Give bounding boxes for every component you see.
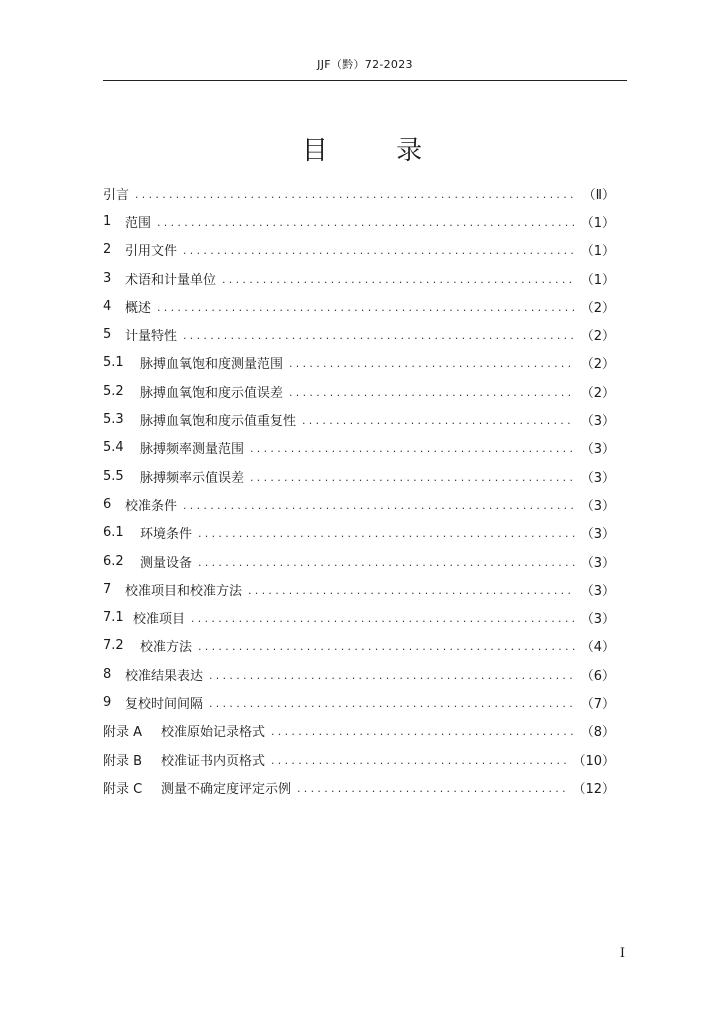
toc-entry-page: （2） [580,329,615,345]
toc-entry-number: 4 [103,298,112,314]
toc-entry-number: 7.1 [103,610,124,626]
toc-entry-title: 脉搏血氧饱和度测量范围 [140,357,284,373]
toc-entry-page: （1） [580,272,615,288]
toc-leader-dots [250,443,575,454]
toc-leader-dots [157,217,575,228]
toc-entry-number: 3 [103,270,112,286]
toc-entry[interactable] [103,547,615,575]
toc-entry-number: 5.3 [103,412,124,428]
toc-entry-number: 7 [103,581,112,597]
toc-entry-title: 环境条件 [140,527,193,543]
toc-entry-number: 7.2 [103,638,124,654]
toc-entry-title: 测量设备 [140,555,193,571]
toc-entry[interactable] [103,349,615,377]
toc-entry-page: （2） [580,300,615,316]
toc-leader-dots [198,528,575,539]
toc-entry-page: （2） [580,357,615,373]
toc-entry-number: 5.4 [103,440,124,456]
toc-entry-title: 校准条件 [125,498,178,514]
toc-entry-title: 术语和计量单位 [125,272,217,288]
toc-entry-title: 校准项目 [133,612,186,628]
toc-entry-title: 脉搏血氧饱和度示值重复性 [140,414,297,430]
toc-entry-title: 脉搏频率示值误差 [140,470,245,486]
toc-entry[interactable] [103,773,615,801]
toc-entry-page: （1） [580,215,615,231]
toc-entry-number: 附录 C [103,781,143,797]
toc-leader-dots [157,302,575,313]
toc-entry-page: （6） [580,668,615,684]
toc-entry-page: （10） [572,753,615,769]
toc-leader-dots [183,245,575,256]
toc-entry-title: 计量特性 [125,329,178,345]
toc-entry-page: （4） [580,640,615,656]
toc-entry-number: 9 [103,694,112,710]
toc-leader-dots [183,500,575,511]
toc-entry-number: 5.1 [103,355,124,371]
toc-entry[interactable] [103,320,615,348]
toc-entry[interactable] [103,745,615,773]
toc-entry-number: 附录 B [103,753,143,769]
toc-entry-title: 范围 [125,215,152,231]
toc-entry-title: 校准项目和校准方法 [125,583,243,599]
toc-entry-page: （2） [580,385,615,401]
toc-entry-page: （8） [580,725,615,741]
toc-entry-page: （3） [580,414,615,430]
toc-entry-number: 5.5 [103,468,124,484]
toc-entry[interactable] [103,660,615,688]
toc-entry[interactable] [103,405,615,433]
toc-leader-dots [271,726,575,737]
toc-leader-dots [191,613,575,624]
header-divider [103,80,627,81]
toc-entry-number: 6.2 [103,553,124,569]
toc-title: 目 录 [301,136,453,166]
toc-leader-dots [183,330,575,341]
toc-entry-page: （1） [580,244,615,260]
toc-entry[interactable] [103,179,615,207]
toc-entry-title: 复校时间间隔 [125,696,204,712]
toc-entry-title: 校准证书内页格式 [161,753,266,769]
toc-entry-number: 附录 A [103,725,143,741]
toc-entry-page: （3） [580,527,615,543]
toc-entry[interactable] [103,519,615,547]
toc-leader-dots [250,472,575,483]
toc-entry[interactable] [103,462,615,490]
toc-leader-dots [135,189,577,200]
toc-entry-title: 校准原始记录格式 [161,725,266,741]
toc-entry[interactable] [103,207,615,235]
toc-entry-page: （3） [580,555,615,571]
toc-entry-page: （3） [580,470,615,486]
toc-entry[interactable] [103,688,615,716]
toc-leader-dots [289,387,575,398]
table-of-contents [103,179,615,802]
toc-leader-dots [248,585,575,596]
toc-leader-dots [302,415,575,426]
toc-entry-page: （12） [572,781,615,797]
page-number: I [619,946,625,961]
toc-entry-page: （Ⅱ） [582,187,615,203]
toc-leader-dots [198,557,575,568]
toc-entry[interactable] [103,603,615,631]
toc-entry[interactable] [103,236,615,264]
toc-leader-dots [198,641,575,652]
toc-leader-dots [297,783,566,794]
toc-entry-title: 校准方法 [140,640,193,656]
toc-entry-number: 6.1 [103,525,124,541]
toc-entry-page: （3） [580,498,615,514]
toc-entry-title: 校准结果表达 [125,668,204,684]
toc-entry[interactable] [103,264,615,292]
toc-entry-title: 脉搏频率测量范围 [140,442,245,458]
toc-leader-dots [209,698,575,709]
toc-leader-dots [271,755,566,766]
toc-entry-title: 脉搏血氧饱和度示值误差 [140,385,284,401]
toc-entry-number: 1 [103,213,112,229]
toc-leader-dots [209,670,575,681]
toc-entry-number: 2 [103,242,112,258]
toc-entry[interactable] [103,434,615,462]
toc-entry[interactable] [103,292,615,320]
toc-entry[interactable] [103,490,615,518]
toc-entry-number: 8 [103,666,112,682]
toc-entry-title: 引用文件 [125,244,178,260]
toc-entry[interactable] [103,377,615,405]
document-code-header: JJF（黔）72-2023 [317,58,413,71]
toc-entry-title: 概述 [125,300,152,316]
toc-entry-page: （3） [580,612,615,628]
toc-entry-title: 引言 [103,187,130,203]
toc-entry[interactable] [103,632,615,660]
toc-entry-page: （7） [580,696,615,712]
toc-entry-page: （3） [580,583,615,599]
toc-entry-number: 5.2 [103,383,124,399]
toc-entry-number: 5 [103,327,112,343]
toc-entry-title: 测量不确定度评定示例 [161,781,292,797]
toc-leader-dots [222,274,575,285]
toc-entry[interactable] [103,717,615,745]
toc-entry[interactable] [103,575,615,603]
toc-entry-number: 6 [103,496,112,512]
toc-entry-page: （3） [580,442,615,458]
toc-leader-dots [289,358,575,369]
